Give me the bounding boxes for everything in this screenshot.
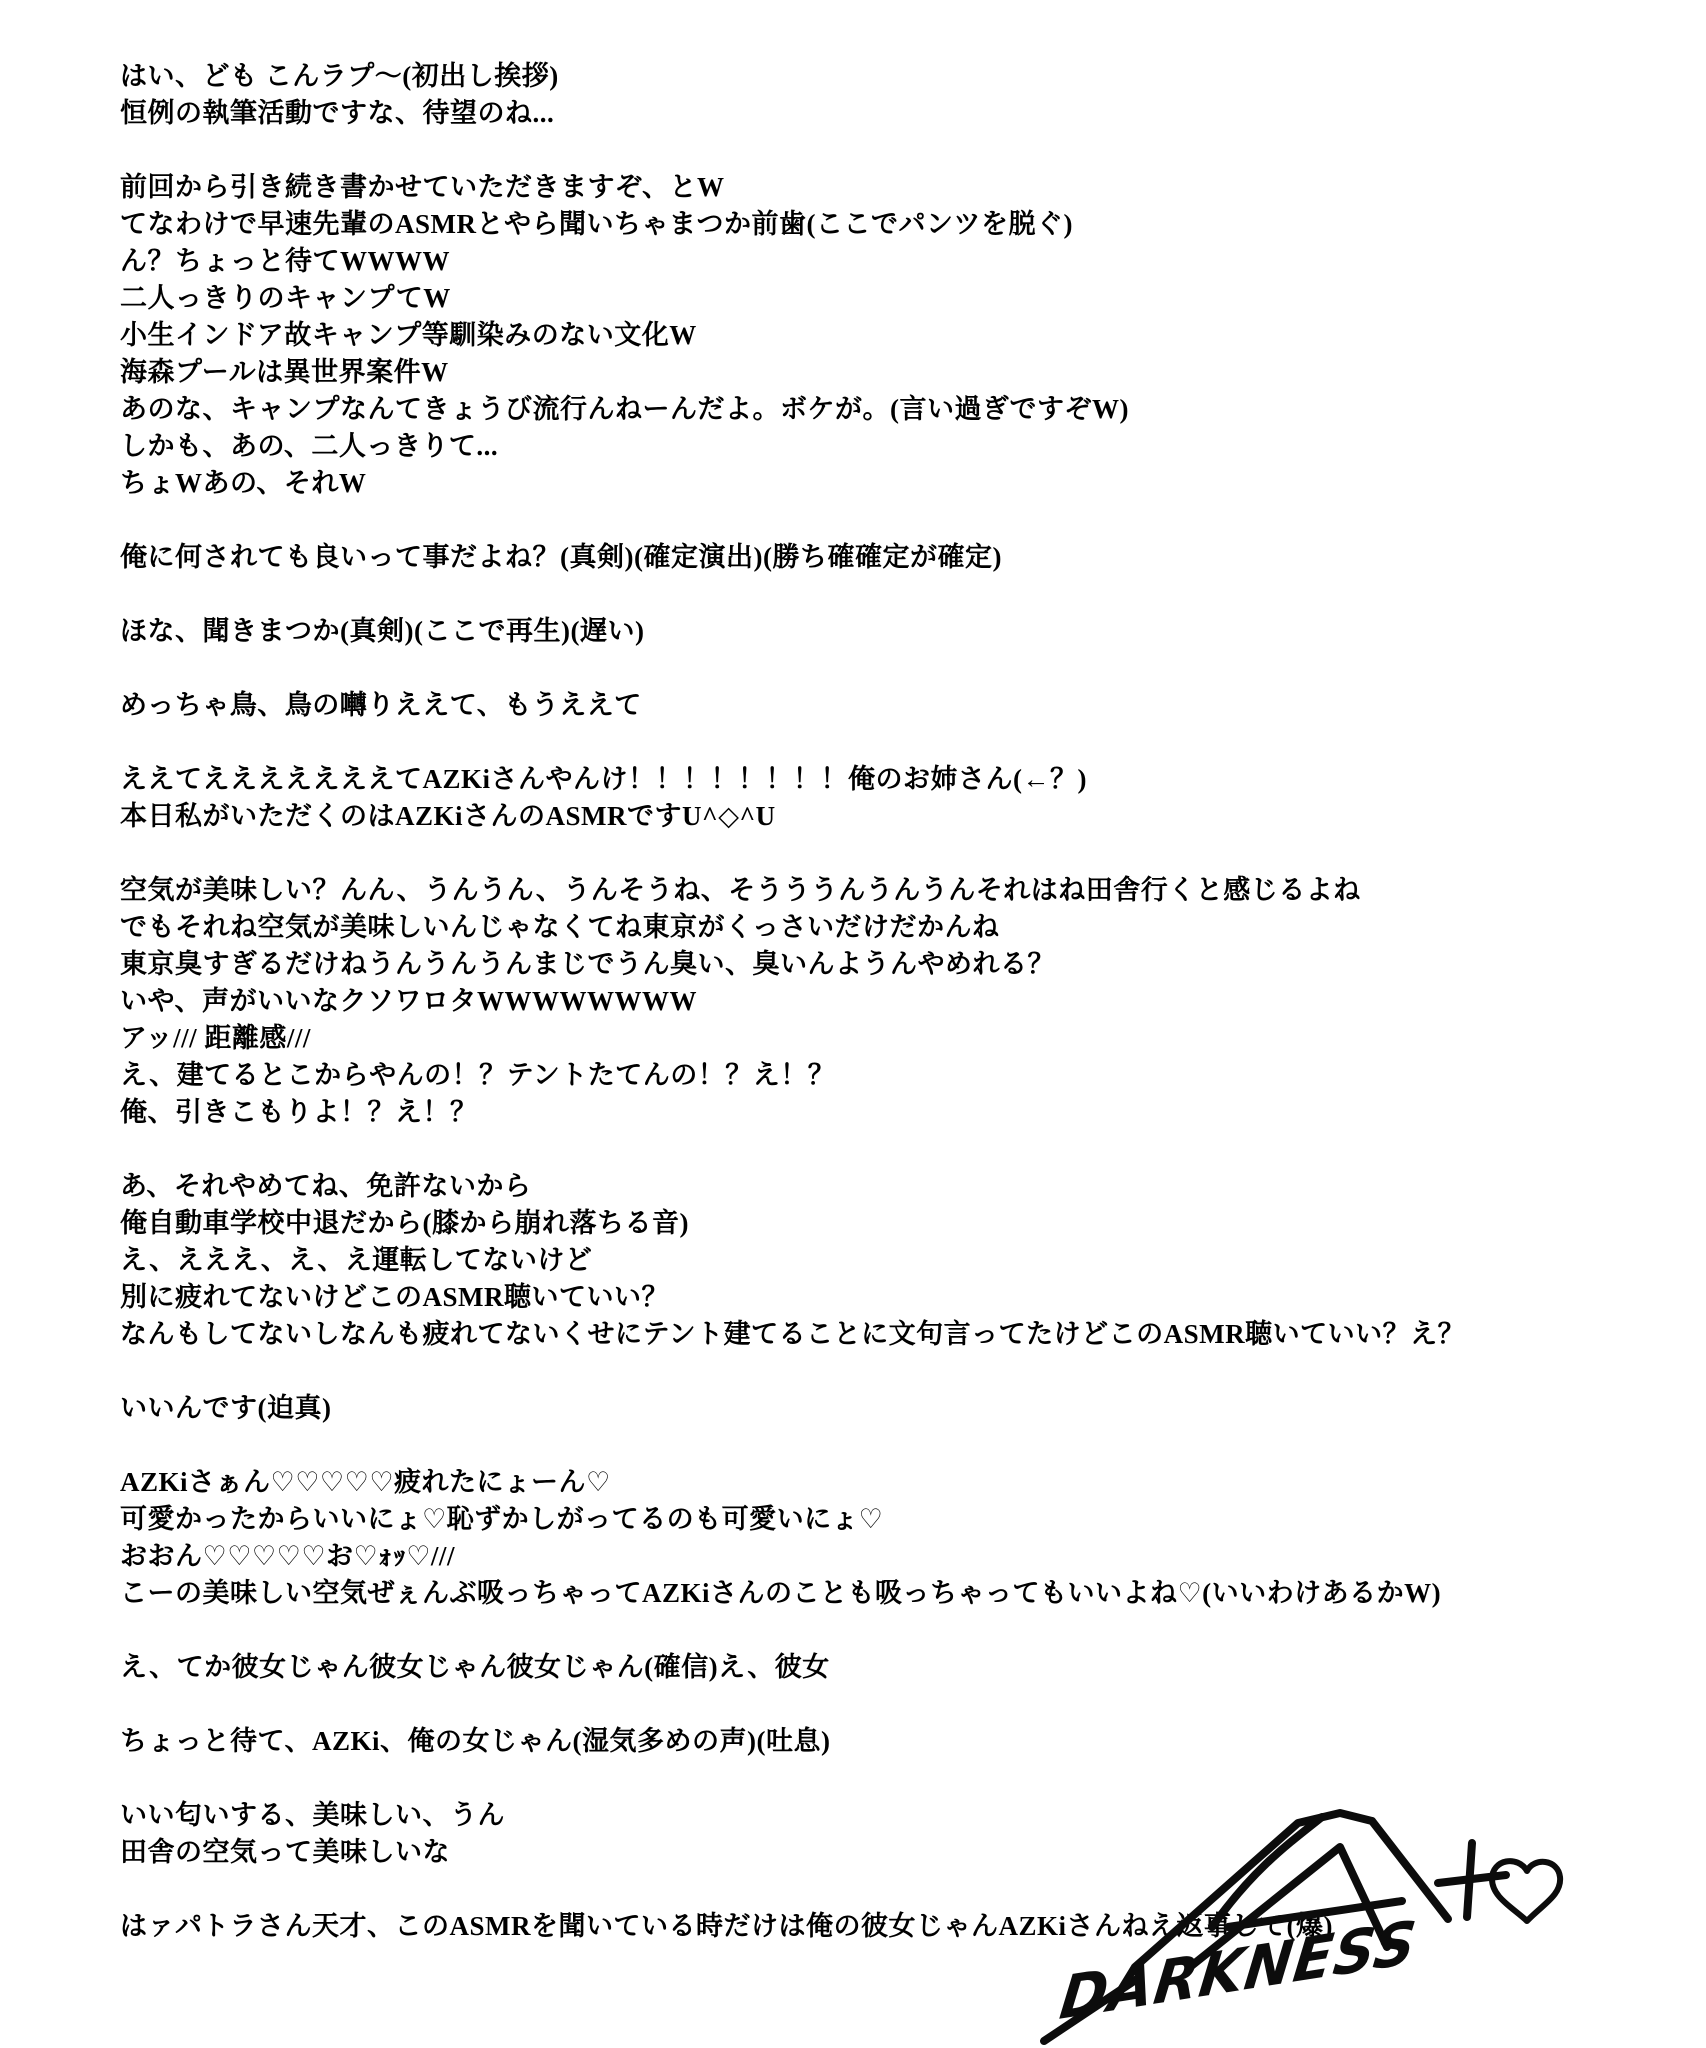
text-line: え、建てるとこからやんの！？テントたてんの！？え！？ [120, 1060, 836, 1090]
text-line: 海森プールは異世界案件W [120, 357, 449, 387]
text-line: なんもしてないしなんも疲れてないくせにテント建てることに文句言ってたけどこのASMR聴いていい？え？ [120, 1319, 1466, 1349]
text-line: え、てか彼女じゃん彼女じゃん彼女じゃん(確信)え、彼女 [120, 1652, 830, 1682]
text-line: 恒例の執筆活動ですな、待望のね... [120, 98, 555, 128]
text-line: いいんです(迫真) [120, 1393, 332, 1423]
text-line: あのな、キャンプなんてきょうび流行んねーんだよ。ボケが。(言い過ぎですぞW) [120, 394, 1129, 424]
text-line: はい、ども こんラプ～(初出し挨拶) [120, 61, 559, 91]
paragraph [120, 1464, 1620, 1612]
signature-text: DARKNESS [1056, 1906, 1421, 2034]
document-body [120, 58, 1620, 1982]
text-line: 俺、引きこもりよ！？え！？ [120, 1097, 478, 1127]
text-line: こーの美味しい空気ぜぇんぶ吸っちゃってAZKiさんのことも吸っちゃってもいいよね♡(いいわけあるかW) [120, 1578, 1442, 1608]
paragraph [120, 687, 1620, 724]
text-line: 俺に何されても良いって事だよね？(真剣)(確定演出)(勝ち確確定が確定) [120, 542, 1002, 572]
text-line: はァパトラさん天才、このASMRを聞いている時だけは俺の彼女じゃんAZKiさんねえ返事して(爆) [120, 1911, 1333, 1941]
paragraph [120, 169, 1620, 502]
text-line: ちょっと待て、AZKi、俺の女じゃん(湿気多めの声)(吐息) [120, 1726, 831, 1756]
text-line: 空気が美味しい？んん、うんうん、うんそうね、そうううんうんうんそれはね田舎行くと感じるよね [120, 875, 1361, 905]
paragraph [120, 613, 1620, 650]
text-line: 田舎の空気って美味しいな [120, 1837, 450, 1867]
paragraph [120, 1390, 1620, 1427]
text-line: 俺自動車学校中退だから(膝から崩れ落ちる音) [120, 1208, 689, 1238]
paragraph [120, 58, 1620, 132]
text-line: 前回から引き続き書かせていただきますぞ、とW [120, 172, 725, 202]
heart-icon [1492, 1861, 1560, 1921]
text-line: アッ/// 距離感/// [120, 1023, 311, 1053]
paragraph [120, 1649, 1620, 1686]
text-line: ん？ちょっと待てWWWW [120, 246, 450, 276]
paragraph [120, 761, 1620, 835]
text-line: でもそれね空気が美味しいんじゃなくてね東京がくっさいだけだかんね [120, 912, 1000, 942]
text-line: 別に疲れてないけどこのASMR聴いていい？ [120, 1282, 669, 1312]
text-line: てなわけで早速先輩のASMRとやら聞いちゃまつか前歯(ここでパンツを脱ぐ) [120, 209, 1073, 239]
text-line: 本日私がいただくのはAZKiさんのASMRですU^◇^U [120, 801, 776, 831]
text-line: いい匂いする、美味しい、うん [120, 1800, 505, 1830]
text-line: 二人っきりのキャンプてW [120, 283, 451, 313]
text-line: ええてえええええええてAZKiさんやんけ！！！！！！！！俺のお姉さん(←？) [120, 764, 1087, 794]
paragraph [120, 539, 1620, 576]
text-line: おおん♡♡♡♡♡お♡ｫｯ♡/// [120, 1541, 455, 1571]
text-line: ちょWあの、それW [120, 468, 367, 498]
text-line: ほな、聞きまつか(真剣)(ここで再生)(遅い) [120, 616, 645, 646]
text-line: 可愛かったからいいにょ♡恥ずかしがってるのも可愛いにょ♡ [120, 1504, 884, 1534]
paragraph [120, 872, 1620, 1131]
text-line: いや、声がいいなクソワロタWWWWWWWW [120, 986, 697, 1016]
text-line: しかも、あの、二人っきりて... [120, 431, 499, 461]
text-line: あ、それやめてね、免許ないから [120, 1171, 532, 1201]
text-line: AZKiさぁん♡♡♡♡♡疲れたにょーん♡ [120, 1467, 611, 1497]
signature [1040, 1805, 1600, 2048]
paragraph [120, 1168, 1620, 1353]
text-line: めっちゃ鳥、鳥の囀りええて、もうええて [120, 690, 642, 720]
paragraph [120, 1723, 1620, 1760]
text-line: 東京臭すぎるだけねうんうんうんまじでうん臭い、臭いんようんやめれる？ [120, 949, 1055, 979]
text-line: 小生インドア故キャンプ等馴染みのない文化W [120, 320, 697, 350]
text-line: え、えええ、え、え運転してないけど [120, 1245, 593, 1275]
